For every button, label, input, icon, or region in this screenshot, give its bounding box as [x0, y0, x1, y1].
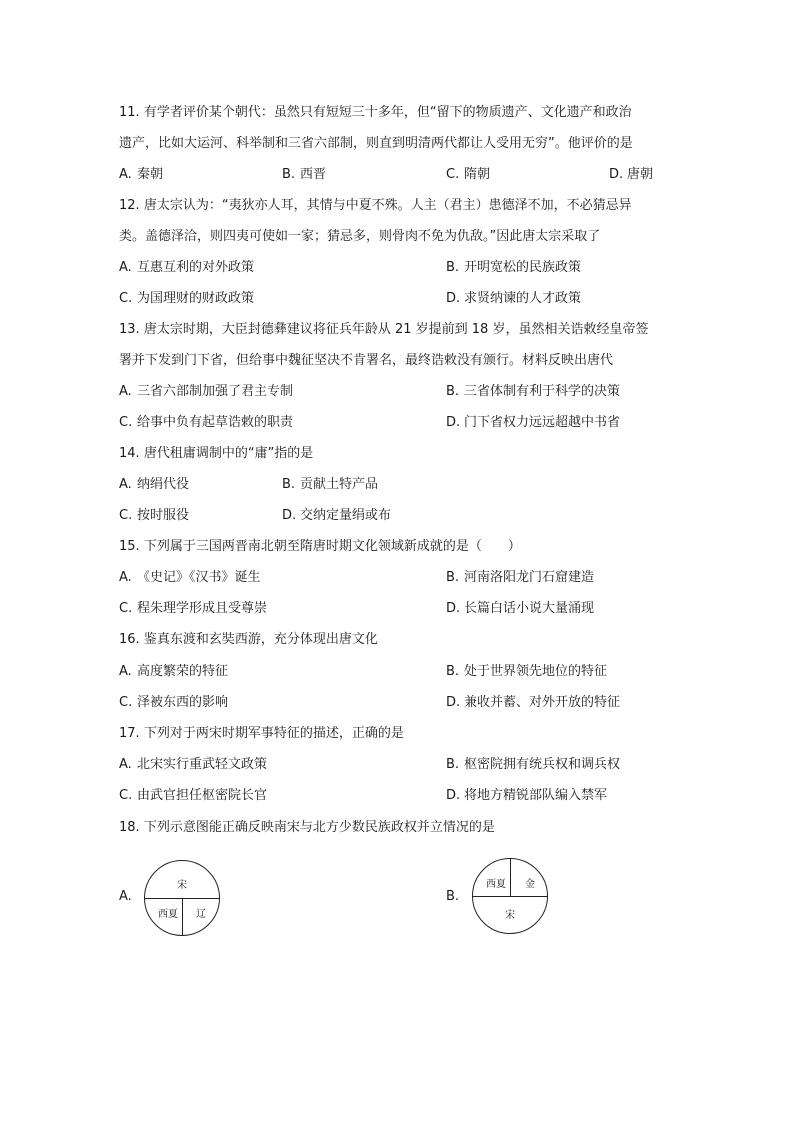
q17-option-d[interactable]: D. 将地方精锐部队编入禁军 — [446, 788, 608, 803]
question-15-line-1: 15. 下列属于三国两晋南北朝至隋唐时期文化领域新成就的是（ ） — [119, 539, 521, 554]
diagram-b-horizontal-divider — [473, 896, 547, 897]
q13-option-c[interactable]: C. 给事中负有起草诰敕的职责 — [119, 415, 294, 430]
q15-option-a[interactable]: A. 《史记》《汉书》诞生 — [119, 570, 261, 585]
question-12-line-2: 类。盖德泽洽，则四夷可使如一家；猜忌多，则骨肉不免为仇敌。”因此唐太宗采取了 — [119, 229, 601, 244]
question-11-line-2: 遗产，比如大运河、科举制和三省六部制，则直到明清两代都让人受用无穷”。他评价的是 — [119, 136, 633, 151]
q15-option-d[interactable]: D. 长篇白话小说大量涌现 — [446, 601, 595, 616]
q13-option-a[interactable]: A. 三省六部制加强了君主专制 — [119, 384, 294, 399]
q17-option-a[interactable]: A. 北宋实行重武轻文政策 — [119, 757, 268, 772]
diagram-a-bottom-left-region: 西夏 — [158, 909, 178, 920]
question-17-line-1: 17. 下列对于两宋时期军事特征的描述，正确的是 — [119, 726, 404, 741]
q11-option-b[interactable]: B. 西晋 — [282, 167, 327, 182]
q18-diagram-a[interactable] — [144, 860, 220, 936]
diagram-b-top-right-region: 金 — [525, 879, 535, 890]
question-12-line-1: 12. 唐太宗认为：“夷狄亦人耳，其情与中夏不殊。人主（君主）患德泽不加，不必猜忌异 — [119, 198, 632, 213]
diagram-a-vertical-divider — [182, 898, 183, 935]
q15-option-c[interactable]: C. 程朱理学形成且受尊崇 — [119, 601, 268, 616]
diagram-b-top-left-region: 西夏 — [486, 879, 506, 890]
q16-option-a[interactable]: A. 高度繁荣的特征 — [119, 664, 229, 679]
q17-option-b[interactable]: B. 枢密院拥有统兵权和调兵权 — [446, 757, 621, 772]
q18-diagram-b[interactable] — [472, 858, 548, 934]
diagram-a-top-region: 宋 — [177, 880, 187, 891]
q17-option-c[interactable]: C. 由武官担任枢密院长官 — [119, 788, 268, 803]
q12-option-a[interactable]: A. 互惠互利的对外政策 — [119, 260, 255, 275]
q16-option-b[interactable]: B. 处于世界领先地位的特征 — [446, 664, 608, 679]
diagram-b-bottom-region: 宋 — [505, 910, 515, 921]
diagram-a-bottom-right-region: 辽 — [196, 909, 206, 920]
q14-option-a[interactable]: A. 纳绢代役 — [119, 477, 190, 492]
q14-option-d[interactable]: D. 交纳定量绢或布 — [282, 508, 392, 523]
q11-option-a[interactable]: A. 秦朝 — [119, 167, 164, 182]
q12-option-d[interactable]: D. 求贤纳谏的人才政策 — [446, 291, 582, 306]
q15-option-b[interactable]: B. 河南洛阳龙门石窟建造 — [446, 570, 595, 585]
diagram-b-vertical-divider — [510, 859, 511, 896]
q18-option-a-label[interactable]: A. — [119, 889, 132, 904]
question-13-line-1: 13. 唐太宗时期，大臣封德彝建议将征兵年龄从 21 岁提前到 18 岁，虽然相关诰敕经皇帝签 — [119, 322, 649, 337]
q14-option-c[interactable]: C. 按时服役 — [119, 508, 190, 523]
q12-option-c[interactable]: C. 为国理财的财政政策 — [119, 291, 255, 306]
q11-option-c[interactable]: C. 隋朝 — [446, 167, 491, 182]
q18-option-b-label[interactable]: B. — [446, 889, 460, 904]
q16-option-c[interactable]: C. 泽被东西的影响 — [119, 695, 229, 710]
q13-option-b[interactable]: B. 三省体制有利于科学的决策 — [446, 384, 621, 399]
question-11-line-1: 11. 有学者评价某个朝代：虽然只有短短三十多年，但“留下的物质遗产、文化遗产和政治 — [119, 105, 632, 120]
question-14-line-1: 14. 唐代租庸调制中的“庸”指的是 — [119, 446, 314, 461]
q12-option-b[interactable]: B. 开明宽松的民族政策 — [446, 260, 582, 275]
q11-option-d[interactable]: D. 唐朝 — [609, 167, 654, 182]
question-18-line-1: 18. 下列示意图能正确反映南宋与北方少数民族政权并立情况的是 — [119, 820, 495, 835]
q13-option-d[interactable]: D. 门下省权力远远超越中书省 — [446, 415, 621, 430]
question-16-line-1: 16. 鉴真东渡和玄奘西游，充分体现出唐文化 — [119, 632, 378, 647]
question-13-line-2: 署并下发到门下省，但给事中魏征坚决不肯署名，最终诰敕没有颁行。材料反映出唐代 — [119, 353, 614, 368]
q16-option-d[interactable]: D. 兼收并蓄、对外开放的特征 — [446, 695, 621, 710]
q14-option-b[interactable]: B. 贡献土特产品 — [282, 477, 379, 492]
